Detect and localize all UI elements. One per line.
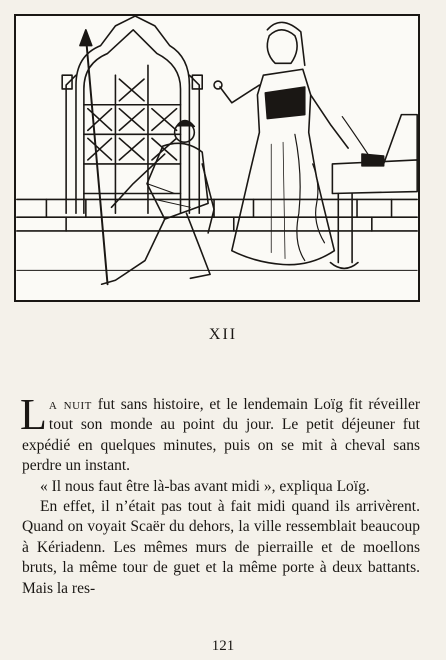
chapter-body-text — [20, 390, 420, 599]
page-number: 121 — [211, 638, 235, 654]
paragraph-3: En effet, il n’était pas tout à fait midi quand ils arrivèrent. Quand on voyait Scaër du dehors, la ville ressemblait beaucoup à Kériadenn. Les mêmes murs de pierraille et de moellons bruts, la même tour de guet et la même porte à deux battants. Mais la res- — [22, 498, 420, 597]
drop-cap-letter: L — [20, 390, 47, 439]
paragraph-2: « Il nous faut être là-bas avant midi », expliqua Loïg. — [40, 477, 370, 495]
illustration-drawing — [16, 16, 418, 300]
opening-small-caps: a nuit — [48, 396, 92, 413]
chapter-number: XII — [208, 326, 238, 343]
chapter-illustration — [14, 14, 420, 302]
paragraph-1 — [20, 390, 420, 477]
paragraph-1-text: fut sans histoire, et le lendemain Loïg fit réveiller tout son monde au point du jour. Le petit déjeuner fut expédié en quelques minutes, puis on se mit à cheval sans perdre un instant. — [22, 396, 420, 475]
